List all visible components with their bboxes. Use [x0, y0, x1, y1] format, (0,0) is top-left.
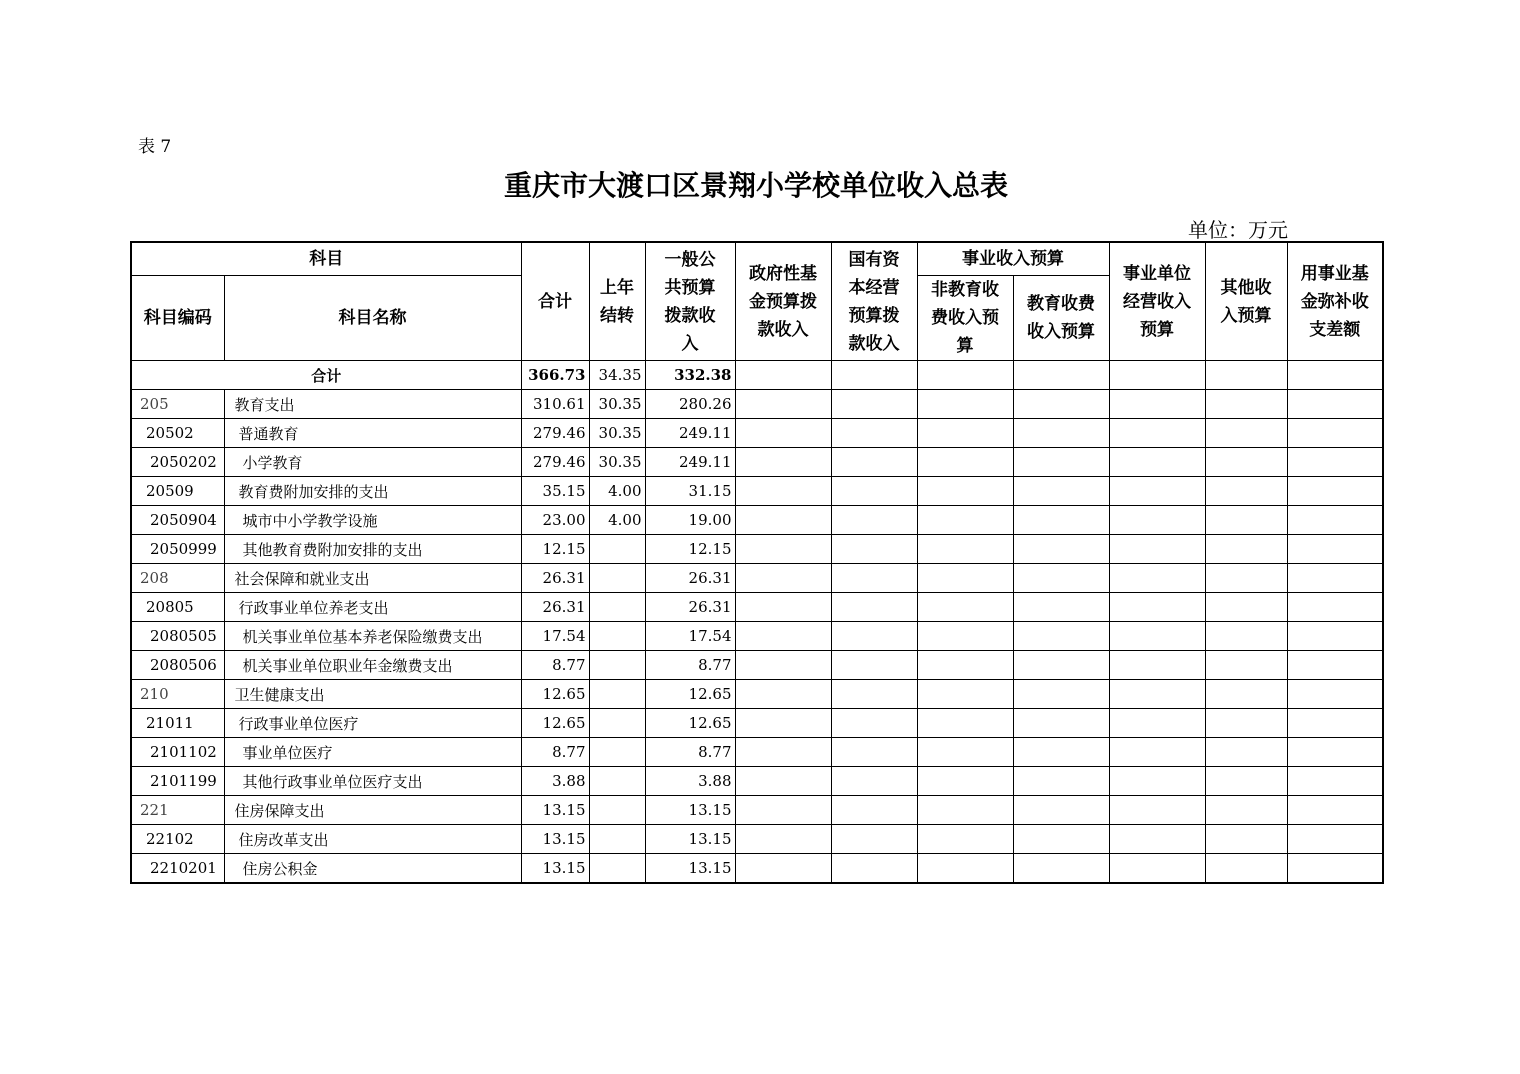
- subject-name: 住房公积金: [224, 854, 521, 884]
- empty-cell: [1205, 535, 1287, 564]
- empty-cell: [735, 361, 831, 390]
- subject-code: 2101199: [131, 767, 224, 796]
- empty-cell: [1109, 564, 1205, 593]
- empty-cell: [735, 651, 831, 680]
- subject-name: 社会保障和就业支出: [224, 564, 521, 593]
- empty-cell: [1205, 593, 1287, 622]
- empty-cell: [735, 506, 831, 535]
- prev-year-value: [589, 564, 645, 593]
- empty-cell: [917, 593, 1013, 622]
- empty-cell: [1013, 390, 1109, 419]
- subject-name: 普通教育: [224, 419, 521, 448]
- empty-cell: [1109, 651, 1205, 680]
- empty-cell: [831, 854, 917, 884]
- empty-cell: [1013, 564, 1109, 593]
- subject-name: 城市中小学教学设施: [224, 506, 521, 535]
- empty-cell: [831, 651, 917, 680]
- header-general-budget: 一般公 共预算 拨款收 入: [645, 242, 735, 361]
- empty-cell: [735, 390, 831, 419]
- prev-year-value: [589, 825, 645, 854]
- total-value: 310.61: [521, 390, 589, 419]
- empty-cell: [735, 825, 831, 854]
- header-non-edu-fee: 非教育收 费收入预 算: [917, 276, 1013, 361]
- header-other-income: 其他收 入预算: [1205, 242, 1287, 361]
- prev-year-value: 30.35: [589, 419, 645, 448]
- empty-cell: [917, 506, 1013, 535]
- empty-cell: [917, 825, 1013, 854]
- empty-cell: [1013, 361, 1109, 390]
- table-row: [131, 796, 1383, 825]
- subject-code: 2050904: [131, 506, 224, 535]
- prev-year-value: 4.00: [589, 506, 645, 535]
- empty-cell: [1287, 622, 1383, 651]
- subject-code: 2080505: [131, 622, 224, 651]
- empty-cell: [917, 448, 1013, 477]
- empty-cell: [1205, 448, 1287, 477]
- empty-cell: [1013, 767, 1109, 796]
- general-budget-value: 19.00: [645, 506, 735, 535]
- empty-cell: [831, 680, 917, 709]
- empty-cell: [831, 738, 917, 767]
- empty-cell: [735, 535, 831, 564]
- total-value: 26.31: [521, 564, 589, 593]
- table-row: [131, 390, 1383, 419]
- prev-year-value: [589, 622, 645, 651]
- total-value: 8.77: [521, 651, 589, 680]
- general-budget-value: 12.65: [645, 709, 735, 738]
- prev-year-value: [589, 593, 645, 622]
- empty-cell: [1287, 477, 1383, 506]
- empty-cell: [1287, 651, 1383, 680]
- prev-year-value: [589, 796, 645, 825]
- empty-cell: [917, 651, 1013, 680]
- table-row: [131, 738, 1383, 767]
- empty-cell: [1205, 738, 1287, 767]
- general-budget-value: 12.65: [645, 680, 735, 709]
- total-value: 3.88: [521, 767, 589, 796]
- empty-cell: [1013, 622, 1109, 651]
- empty-cell: [1109, 767, 1205, 796]
- subject-code: 2050202: [131, 448, 224, 477]
- empty-cell: [1109, 593, 1205, 622]
- header-prev-year: 上年 结转: [589, 242, 645, 361]
- subject-name: 住房保障支出: [224, 796, 521, 825]
- prev-year-value: 30.35: [589, 448, 645, 477]
- general-budget-value: 8.77: [645, 738, 735, 767]
- subject-name: 住房改革支出: [224, 825, 521, 854]
- empty-cell: [1109, 506, 1205, 535]
- empty-cell: [735, 448, 831, 477]
- empty-cell: [1109, 361, 1205, 390]
- empty-cell: [917, 680, 1013, 709]
- empty-cell: [831, 593, 917, 622]
- subject-code: 221: [131, 796, 224, 825]
- general-budget-value: 13.15: [645, 854, 735, 884]
- total-row: [131, 361, 1383, 390]
- subject-code: 21011: [131, 709, 224, 738]
- empty-cell: [1013, 738, 1109, 767]
- header-gov-fund: 政府性基 金预算拨 款收入: [735, 242, 831, 361]
- empty-cell: [1109, 825, 1205, 854]
- empty-cell: [1287, 535, 1383, 564]
- total-value: 13.15: [521, 796, 589, 825]
- empty-cell: [1109, 738, 1205, 767]
- subject-name: 教育费附加安排的支出: [224, 477, 521, 506]
- empty-cell: [1287, 825, 1383, 854]
- empty-cell: [1109, 477, 1205, 506]
- subject-code: 2050999: [131, 535, 224, 564]
- empty-cell: [1287, 361, 1383, 390]
- empty-cell: [735, 709, 831, 738]
- empty-cell: [1287, 796, 1383, 825]
- empty-cell: [831, 477, 917, 506]
- empty-cell: [831, 825, 917, 854]
- table-row: [131, 593, 1383, 622]
- general-budget-value: 249.11: [645, 448, 735, 477]
- subject-code: 2210201: [131, 854, 224, 884]
- header-code: 科目编码: [131, 276, 224, 361]
- empty-cell: [1205, 680, 1287, 709]
- total-value: 17.54: [521, 622, 589, 651]
- general-budget-value: 26.31: [645, 593, 735, 622]
- total-value: 13.15: [521, 825, 589, 854]
- empty-cell: [831, 622, 917, 651]
- general-budget-value: 8.77: [645, 651, 735, 680]
- general-budget-value: 3.88: [645, 767, 735, 796]
- general-budget-value: 17.54: [645, 622, 735, 651]
- empty-cell: [1287, 738, 1383, 767]
- empty-cell: [917, 622, 1013, 651]
- empty-cell: [917, 419, 1013, 448]
- empty-cell: [1109, 622, 1205, 651]
- prev-year-value: [589, 651, 645, 680]
- income-summary-table: [130, 241, 1384, 884]
- table-row: [131, 419, 1383, 448]
- empty-cell: [735, 477, 831, 506]
- empty-cell: [917, 796, 1013, 825]
- prev-year-value: [589, 535, 645, 564]
- empty-cell: [1205, 622, 1287, 651]
- empty-cell: [1013, 854, 1109, 884]
- total-value: 12.15: [521, 535, 589, 564]
- subject-name: 其他教育费附加安排的支出: [224, 535, 521, 564]
- table-row: [131, 448, 1383, 477]
- subject-name: 机关事业单位基本养老保险缴费支出: [224, 622, 521, 651]
- empty-cell: [1205, 361, 1287, 390]
- prev-year-value: [589, 680, 645, 709]
- empty-cell: [1205, 419, 1287, 448]
- empty-cell: [917, 361, 1013, 390]
- prev-year-value: [589, 738, 645, 767]
- subject-code: 2101102: [131, 738, 224, 767]
- empty-cell: [1109, 448, 1205, 477]
- empty-cell: [735, 796, 831, 825]
- subject-code: 2080506: [131, 651, 224, 680]
- empty-cell: [917, 535, 1013, 564]
- empty-cell: [1205, 796, 1287, 825]
- subject-name: 其他行政事业单位医疗支出: [224, 767, 521, 796]
- empty-cell: [831, 390, 917, 419]
- prev-year-value: 30.35: [589, 390, 645, 419]
- general-budget-value: 249.11: [645, 419, 735, 448]
- empty-cell: [1205, 854, 1287, 884]
- table-number: 表 7: [138, 137, 172, 157]
- empty-cell: [1109, 419, 1205, 448]
- total-value: 12.65: [521, 709, 589, 738]
- empty-cell: [1205, 825, 1287, 854]
- header-career-income: 事业收入预算: [917, 242, 1109, 276]
- empty-cell: [1205, 709, 1287, 738]
- empty-cell: [1013, 593, 1109, 622]
- empty-cell: [831, 535, 917, 564]
- empty-cell: [1109, 535, 1205, 564]
- subject-name: 行政事业单位养老支出: [224, 593, 521, 622]
- empty-cell: [831, 448, 917, 477]
- empty-cell: [1287, 709, 1383, 738]
- total-prev-year: 34.35: [589, 361, 645, 390]
- empty-cell: [831, 564, 917, 593]
- empty-cell: [917, 564, 1013, 593]
- subject-code: 208: [131, 564, 224, 593]
- empty-cell: [1013, 651, 1109, 680]
- table-row: [131, 622, 1383, 651]
- general-budget-value: 31.15: [645, 477, 735, 506]
- subject-code: 205: [131, 390, 224, 419]
- empty-cell: [1013, 825, 1109, 854]
- table-row: [131, 825, 1383, 854]
- empty-cell: [917, 738, 1013, 767]
- general-budget-value: 13.15: [645, 796, 735, 825]
- empty-cell: [735, 622, 831, 651]
- general-budget-value: 12.15: [645, 535, 735, 564]
- header-edu-fee: 教育收费 收入预算: [1013, 276, 1109, 361]
- table-row: [131, 477, 1383, 506]
- empty-cell: [1287, 767, 1383, 796]
- empty-cell: [1205, 564, 1287, 593]
- empty-cell: [1109, 854, 1205, 884]
- empty-cell: [735, 593, 831, 622]
- empty-cell: [1205, 767, 1287, 796]
- empty-cell: [735, 767, 831, 796]
- empty-cell: [1287, 390, 1383, 419]
- empty-cell: [1287, 506, 1383, 535]
- empty-cell: [1287, 419, 1383, 448]
- subject-code: 20805: [131, 593, 224, 622]
- empty-cell: [735, 854, 831, 884]
- total-value: 279.46: [521, 419, 589, 448]
- header-fund-balance: 用事业基 金弥补收 支差额: [1287, 242, 1383, 361]
- empty-cell: [1205, 651, 1287, 680]
- subject-name: 小学教育: [224, 448, 521, 477]
- empty-cell: [1287, 564, 1383, 593]
- empty-cell: [1109, 390, 1205, 419]
- empty-cell: [1013, 506, 1109, 535]
- table-row: [131, 535, 1383, 564]
- table-row: [131, 854, 1383, 884]
- empty-cell: [917, 854, 1013, 884]
- empty-cell: [1109, 796, 1205, 825]
- empty-cell: [831, 796, 917, 825]
- header-career-unit: 事业单位 经营收入 预算: [1109, 242, 1205, 361]
- empty-cell: [1013, 709, 1109, 738]
- empty-cell: [917, 390, 1013, 419]
- table-row: [131, 680, 1383, 709]
- subject-name: 事业单位医疗: [224, 738, 521, 767]
- empty-cell: [1013, 448, 1109, 477]
- empty-cell: [831, 767, 917, 796]
- total-value: 13.15: [521, 854, 589, 884]
- empty-cell: [1013, 477, 1109, 506]
- general-budget-value: 26.31: [645, 564, 735, 593]
- total-value: 23.00: [521, 506, 589, 535]
- general-budget-value: 280.26: [645, 390, 735, 419]
- empty-cell: [1287, 680, 1383, 709]
- prev-year-value: [589, 854, 645, 884]
- empty-cell: [1287, 854, 1383, 884]
- prev-year-value: 4.00: [589, 477, 645, 506]
- table-row: [131, 709, 1383, 738]
- table-row: [131, 651, 1383, 680]
- table-row: [131, 506, 1383, 535]
- total-label: 合计: [131, 361, 521, 390]
- prev-year-value: [589, 767, 645, 796]
- empty-cell: [1013, 535, 1109, 564]
- total-value: 26.31: [521, 593, 589, 622]
- total-value: 35.15: [521, 477, 589, 506]
- empty-cell: [1205, 506, 1287, 535]
- empty-cell: [831, 709, 917, 738]
- empty-cell: [735, 564, 831, 593]
- header-subject: 科目: [131, 242, 521, 276]
- empty-cell: [735, 680, 831, 709]
- subject-name: 行政事业单位医疗: [224, 709, 521, 738]
- empty-cell: [1205, 477, 1287, 506]
- empty-cell: [1287, 448, 1383, 477]
- empty-cell: [1109, 709, 1205, 738]
- general-budget-value: 13.15: [645, 825, 735, 854]
- table-row: [131, 564, 1383, 593]
- header-total: 合计: [521, 242, 589, 361]
- empty-cell: [1013, 419, 1109, 448]
- empty-cell: [735, 738, 831, 767]
- empty-cell: [831, 361, 917, 390]
- unit-label: 单位：万元: [1188, 218, 1288, 242]
- subject-name: 卫生健康支出: [224, 680, 521, 709]
- empty-cell: [917, 477, 1013, 506]
- subject-code: 22102: [131, 825, 224, 854]
- subject-code: 20509: [131, 477, 224, 506]
- subject-code: 210: [131, 680, 224, 709]
- header-name: 科目名称: [224, 276, 521, 361]
- subject-name: 机关事业单位职业年金缴费支出: [224, 651, 521, 680]
- empty-cell: [1013, 680, 1109, 709]
- total-value: 366.73: [521, 361, 589, 390]
- document-title: 重庆市大渡口区景翔小学校单位收入总表: [503, 169, 1008, 202]
- empty-cell: [1205, 390, 1287, 419]
- empty-cell: [735, 419, 831, 448]
- empty-cell: [1109, 680, 1205, 709]
- total-value: 279.46: [521, 448, 589, 477]
- empty-cell: [831, 506, 917, 535]
- total-value: 12.65: [521, 680, 589, 709]
- subject-code: 20502: [131, 419, 224, 448]
- total-value: 8.77: [521, 738, 589, 767]
- empty-cell: [1287, 593, 1383, 622]
- total-general: 332.38: [645, 361, 735, 390]
- prev-year-value: [589, 709, 645, 738]
- empty-cell: [1013, 796, 1109, 825]
- empty-cell: [917, 709, 1013, 738]
- empty-cell: [831, 419, 917, 448]
- empty-cell: [917, 767, 1013, 796]
- header-state-capital: 国有资 本经营 预算拨 款收入: [831, 242, 917, 361]
- subject-name: 教育支出: [224, 390, 521, 419]
- table-row: [131, 767, 1383, 796]
